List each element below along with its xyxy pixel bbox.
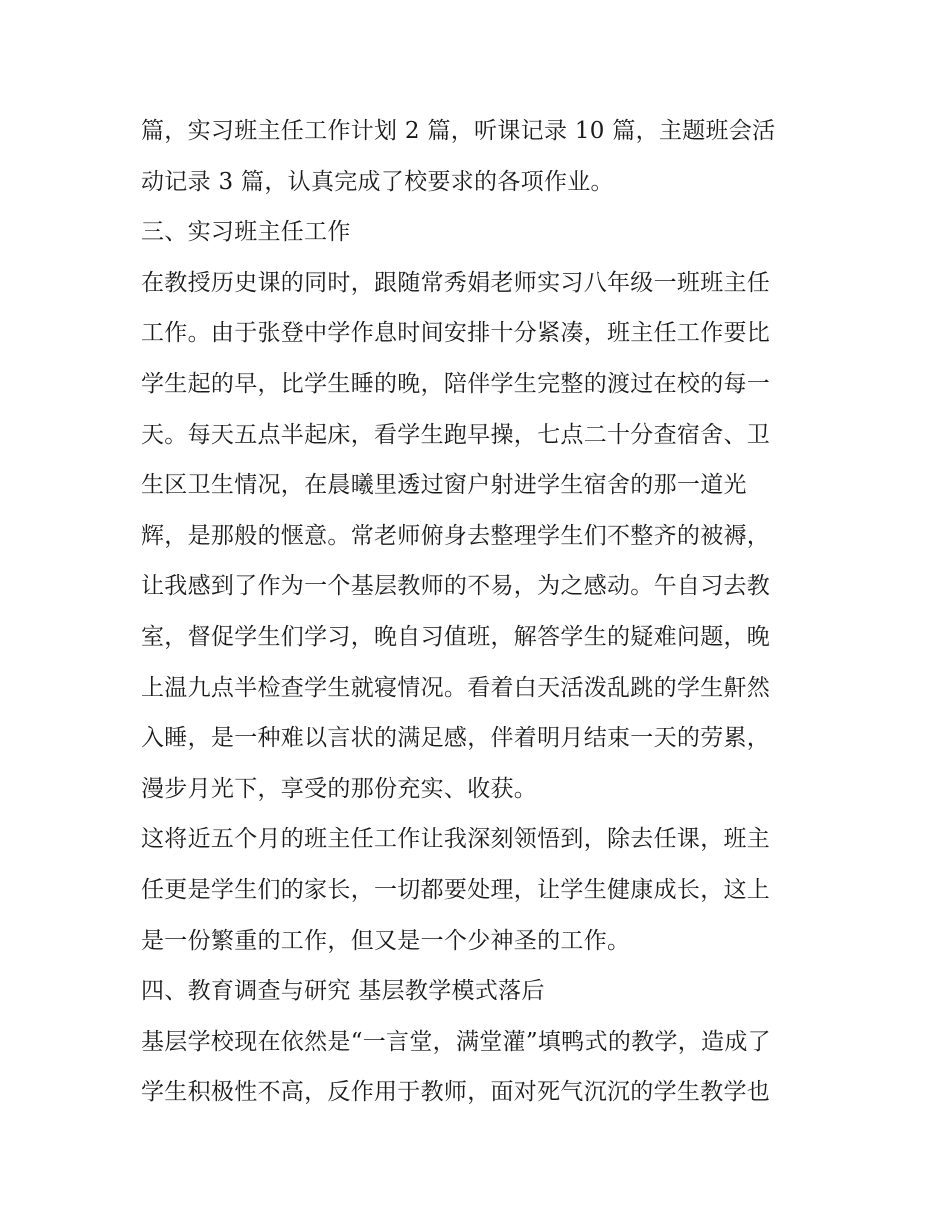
text-line: 学生积极性不高，反作用于教师，面对死气沉沉的学生教学也 (141, 1079, 771, 1106)
section-heading: 三、实习班主任工作 (141, 219, 351, 246)
text-line: 篇，实习班主任工作计划 2 篇，听课记录 10 篇，主题班会活 (141, 118, 776, 144)
text-line: 任更是学生们的家长，一切都要处理，让学生健康成长，这上 (141, 876, 771, 903)
text-line: 生区卫生情况，在晨曦里透过窗户射进学生宿舍的那一道光 (141, 472, 747, 499)
text-line: 是一份繁重的工作，但又是一个少神圣的工作。 (141, 927, 631, 954)
text-line: 工作。由于张登中学作息时间安排十分紧凑，班主任工作要比 (141, 320, 771, 347)
text-line: 动记录 3 篇，认真完成了校要求的各项作业。 (141, 168, 614, 195)
document-body (141, 106, 821, 1118)
text-line: 漫步月光下，享受的那份充实、收获。 (141, 775, 538, 802)
text-line: 上温九点半检查学生就寝情况。看着白天活泼乱跳的学生鼾然 (141, 674, 771, 701)
text-line: 辉，是那般的惬意。常老师俯身去整理学生们不整齐的被褥， (141, 522, 771, 549)
text-line: 在教授历史课的同时，跟随常秀娟老师实习八年级一班班主任 (141, 269, 771, 296)
text-line: 基层学校现在依然是“一言堂，满堂灌”填鸭式的教学，造成了 (141, 1028, 771, 1055)
text-line: 室，督促学生们学习，晚自习值班，解答学生的疑难问题，晚 (141, 623, 771, 650)
text-line: 入睡，是一种难以言状的满足感，伴着明月结束一天的劳累， (141, 725, 771, 752)
text-line: 学生起的早，比学生睡的晚，陪伴学生完整的渡过在校的每一 (141, 370, 771, 397)
text-line: 这将近五个月的班主任工作让我深刻领悟到，除去任课，班主 (141, 826, 771, 853)
section-heading: 四、教育调查与研究 基层教学模式落后 (141, 978, 545, 1005)
text-line: 让我感到了作为一个基层教师的不易，为之感动。午自习去教 (141, 573, 771, 600)
text-line: 天。每天五点半起床，看学生跑早操，七点二十分查宿舍、卫 (141, 421, 771, 448)
